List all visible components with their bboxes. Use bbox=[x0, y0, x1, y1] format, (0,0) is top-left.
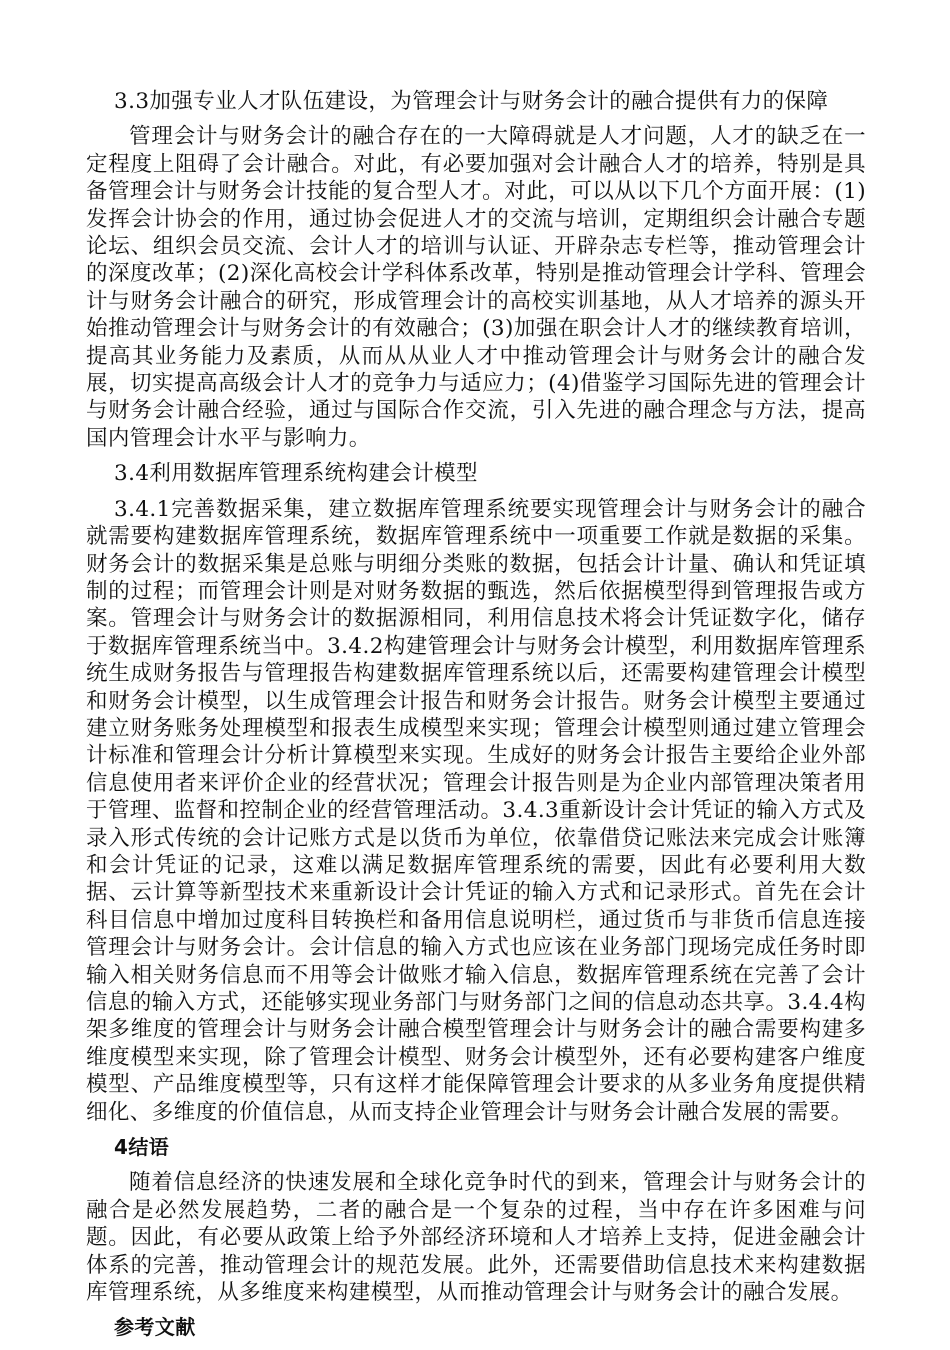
document-page bbox=[86, 88, 866, 1350]
conclusion-title: 4结语 bbox=[114, 1135, 170, 1160]
section-3-4-paragraph: 3.4.1完善数据采集，建立数据库管理系统要实现管理会计与财务会计的融合就需要构建数据库管理系统，数据库管理系统中一项重要工作就是数据的采集。财务会计的数据采集是总账与明细分类账的数据，包括会计计量、确认和凭证填制的过程；而管理会计则是对财务数据的甄选，然后依据模型得到管理报告或方案。管理会计与财务会计的数据源相同，利用信息技术将会计凭证数字化，储存于数据库管理系统当中。3.4.2构建管理会计与财务会计模型，利用数据库管理系统生成财务报告与管理报告构建数据库管理系统以后，还需要构建管理会计模型和财务会计模型，以生成管理会计报告和财务会计报告。财务会计模型主要通过建立财务账务处理模型和报表生成模型来实现；管理会计模型则通过建立管理会计标准和管理会计分析计算模型来实现。生成好的财务会计报告主要给企业外部信息使用者来评价企业的经营状况；管理会计报告则是为企业内部管理决策者用于管理、监督和控制企业的经营管理活动。3.4.3重新设计会计凭证的输入方式及录入形式传统的会计记账方式是以货币为单位，依靠借贷记账法来完成会计账簿和会计凭证的记录，这难以满足数据库管理系统的需要，因此有必要利用大数据、云计算等新型技术来重新设计会计凭证的输入方式和记录形式。首先在会计科目信息中增加过度科目转换栏和备用信息说明栏，通过货币与非货币信息连接管理会计与财务会计。会计信息的输入方式也应该在业务部门现场完成任务时即输入相关财务信息而不用等会计做账才输入信息，数据库管理系统在完善了会计信息的输入方式，还能够实现业务部门与财务部门之间的信息动态共享。3.4.4构架多维度的管理会计与财务会计融合模型管理会计与财务会计的融合需要构建多维度模型来实现，除了管理会计模型、财务会计模型外，还有必要构建客户维度模型、产品维度模型等，只有这样才能保障管理会计要求的从多业务角度提供精细化、多维度的价值信息，从而支持企业管理会计与财务会计融合发展的需要。 bbox=[86, 496, 866, 1125]
section-3-4-heading: 3.4利用数据库管理系统构建会计模型 bbox=[114, 461, 478, 487]
references-title: 参考文献 bbox=[114, 1315, 196, 1340]
section-3-3-paragraph: 管理会计与财务会计的融合存在的一大障碍就是人才问题，人才的缺乏在一定程度上阻碍了会计融合。对此，有必要加强对会计融合人才的培养，特别是具备管理会计与财务会计技能的复合型人才。对此，可以从以下几个方面开展：(1)发挥会计协会的作用，通过协会促进人才的交流与培训，定期组织会计融合专题论坛、组织会员交流、会计人才的培训与认证、开辟杂志专栏等，推动管理会计的深度改革；(2)深化高校会计学科体系改革，特别是推动管理会计学科、管理会计与财务会计融合的研究，形成管理会计的高校实训基地，从人才培养的源头开始推动管理会计与财务会计的有效融合；(3)加强在职会计人才的继续教育培训，提高其业务能力及素质，从而从从业人才中推动管理会计与财务会计的融合发展，切实提高高级会计人才的竞争力与适应力；(4)借鉴学习国际先进的管理会计与财务会计融合经验，通过与国际合作交流，引入先进的融合理念与方法，提高国内管理会计水平与影响力。 bbox=[86, 124, 866, 451]
section-3-3-heading: 3.3加强专业人才队伍建设，为管理会计与财务会计的融合提供有力的保障 bbox=[114, 89, 829, 114]
conclusion-paragraph: 随着信息经济的快速发展和全球化竞争时代的到来，管理会计与财务会计的融合是必然发展趋势，二者的融合是一个复杂的过程，当中存在许多困难与问题。因此，有必要从政策上给予外部经济环境和人才培养上支持，促进金融会计体系的完善，推动管理会计的规范发展。此外，还需要借助信息技术来构建数据库管理系统，从多维度来构建模型，从而推动管理会计与财务会计的融合发展。 bbox=[86, 1170, 866, 1306]
